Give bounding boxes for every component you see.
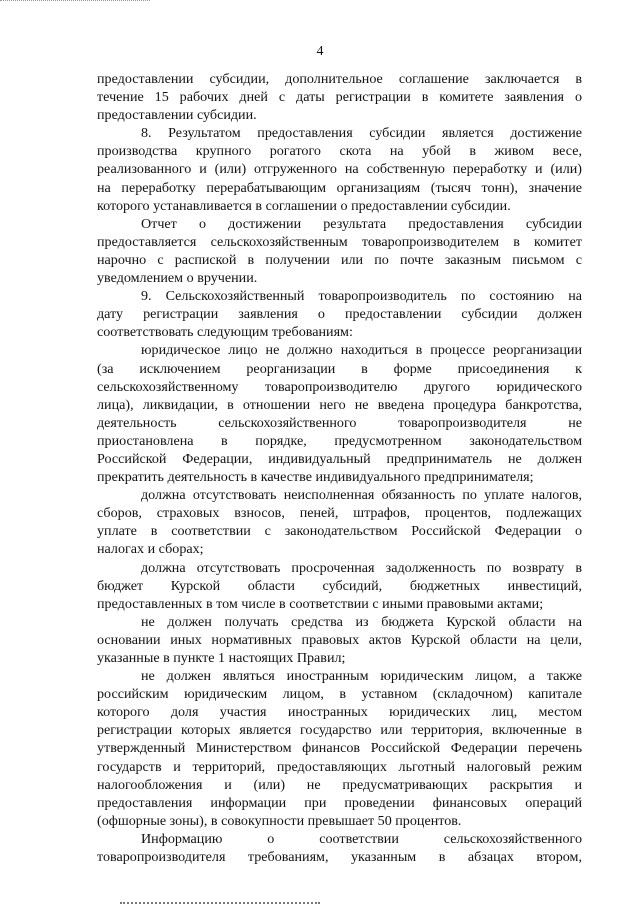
text-line: указанные в пункте 1 настоящих Правил; (97, 650, 346, 666)
text-line: производства крупного рогатого скота на убой в живом весе, (97, 143, 582, 160)
text-line: предоставляется сельскохозяйственным товаропроизводителем в комитет (97, 233, 582, 250)
text-line: налогообложения и (или) не предусматривающих раскрытия и (97, 776, 582, 793)
page-number: 4 (316, 44, 324, 59)
text-line: не должен являться иностранным юридическим лицом, а также (141, 668, 582, 685)
text-line: 8. Результатом предоставления субсидии является достижение (141, 125, 582, 142)
text-line: нарочно с распиской в получении или по почте заказным письмом с (97, 251, 582, 268)
text-line: предоставлении субсидии. (97, 107, 257, 124)
text-line: предоставления информации при проведении финансовых операций (97, 794, 582, 811)
text-line: Российской Федерации, индивидуальный предприниматель не должен (97, 450, 582, 467)
text-line: основании иных нормативных правовых актов Курской области на цели, (97, 631, 582, 648)
text-line: которого устанавливается в соглашении о предоставлении субсидии. (97, 197, 511, 214)
text-line: соответствовать следующим требованиям: (97, 324, 353, 341)
text-line: утвержденный Министерством финансов Российской Федерации перечень (97, 740, 582, 757)
text-line: течение 15 рабочих дней с даты регистрации в комитете заявления о (97, 89, 582, 106)
text-line: которого доля участия иностранных юридических лиц, местом (97, 704, 582, 721)
text-line: лица), ликвидации, в отношении него не введена процедура банкротства, (97, 396, 582, 413)
text-line: сельскохозяйственному товаропроизводителю другого юридического (97, 378, 582, 395)
text-line: должна отсутствовать просроченная задолженность по возврату в (141, 559, 582, 576)
text-line: уведомлением о вручении. (97, 270, 258, 287)
text-line: Отчет о достижении результата предоставления субсидии (141, 215, 582, 232)
text-line: предоставлении субсидии, дополнительное соглашение заключается в (97, 71, 582, 87)
document-body (97, 70, 582, 866)
scan-edge-top (0, 0, 150, 7)
text-line: товаропроизводителя требованиям, указанным в абзацах втором, (97, 849, 582, 866)
text-line: бюджет Курской области субсидий, бюджетных инвестиций, (97, 577, 582, 594)
text-line: 9. Сельскохозяйственный товаропроизводитель по состоянию на (141, 288, 582, 305)
text-line: сборов, страховых взносов, пеней, штрафов, процентов, подлежащих (97, 505, 582, 522)
text-line: (за исключением реорганизации в форме присоединения к (97, 360, 582, 377)
text-line: должна отсутствовать неисполненная обязанность по уплате налогов, (141, 487, 582, 504)
text-line: Информацию о соответствии сельскохозяйственного (141, 830, 582, 847)
text-line: юридическое лицо не должно находиться в процессе реорганизации (141, 342, 582, 359)
text-line: российским юридическим лицом, в уставном (складочном) капитале (97, 686, 582, 703)
text-line: налогах и сборах; (97, 541, 204, 558)
text-line: реализованного и (или) отгруженного на собственную переработку и (или) (97, 161, 582, 178)
text-line: прекратить деятельность в качестве индивидуального предпринимателя; (97, 469, 534, 486)
scan-edge-bottom (120, 898, 320, 904)
text-line: не должен получать средства из бюджета Курской области на (141, 613, 582, 630)
text-line: регистрации которых является государство или территория, включенные в (97, 722, 582, 739)
text-line: приостановлена в порядке, предусмотренном законодательством (97, 432, 582, 449)
text-line: деятельность сельскохозяйственного товаропроизводителя не (97, 414, 582, 431)
text-line: государств и территорий, предоставляющих льготный налоговый режим (97, 758, 582, 775)
text-line: дату регистрации заявления о предоставлении субсидии должен (97, 306, 582, 323)
text-line: уплате в соответствии с законодательством Российской Федерации о (97, 523, 582, 540)
text-line: на переработку перерабатывающим организациям (тысяч тонн), значение (97, 179, 582, 196)
text-line: (офшорные зоны), в совокупности превышает 50 процентов. (97, 812, 462, 829)
text-line: предоставленных в том числе в соответствии с иными правовыми актами; (97, 595, 544, 612)
